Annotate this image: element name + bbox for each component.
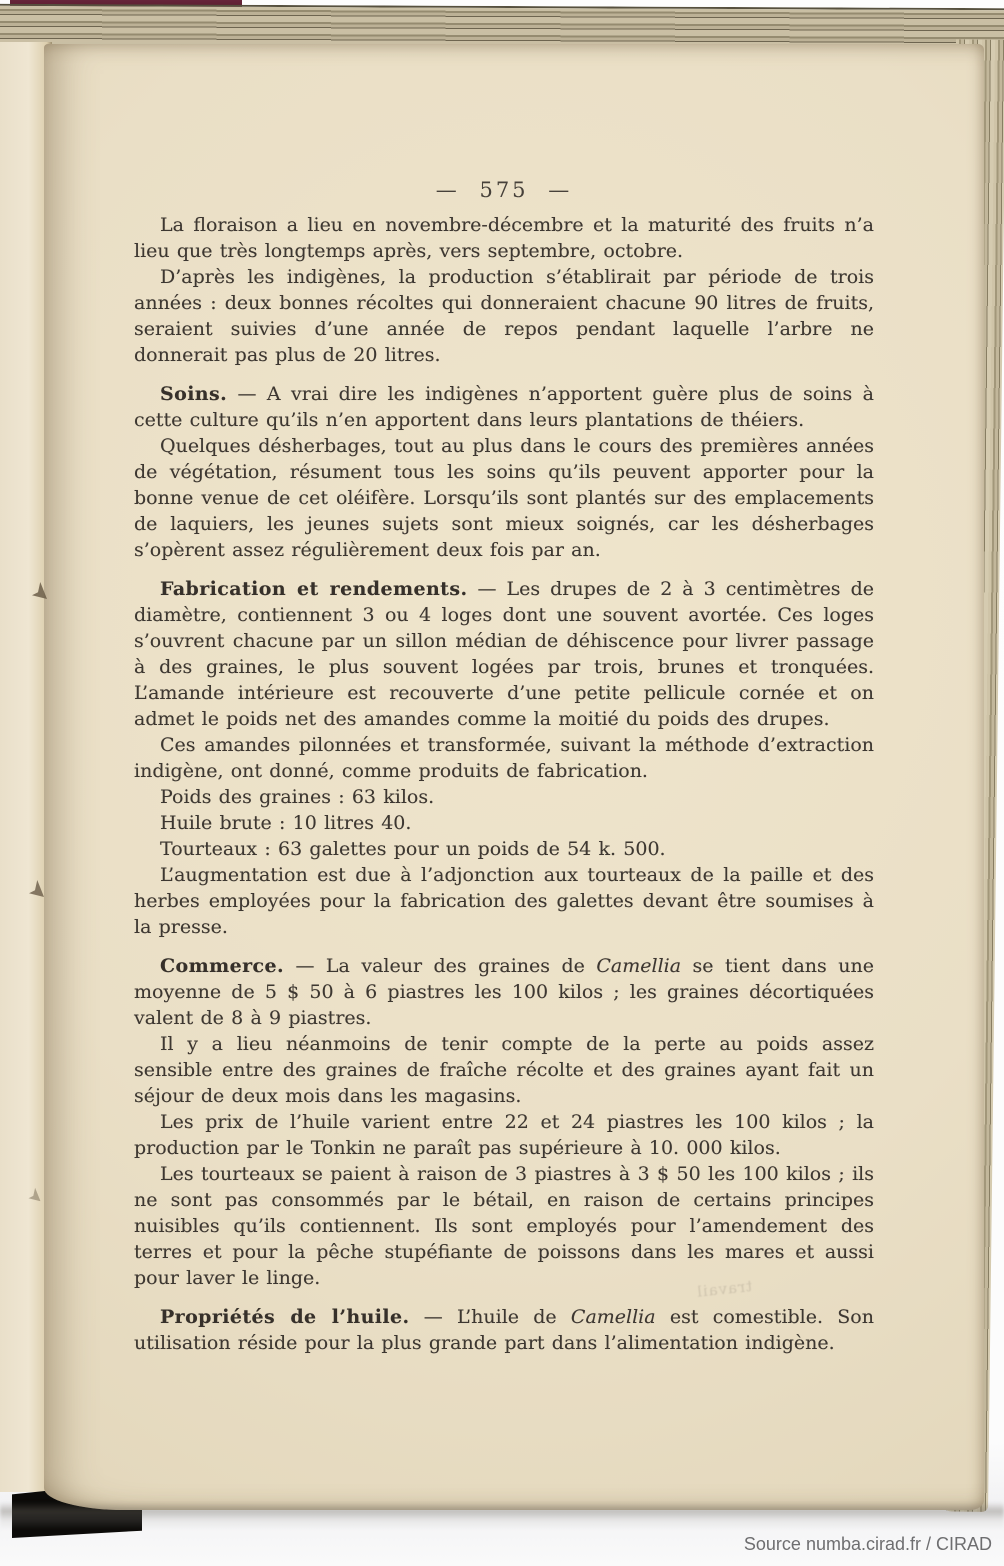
page-bottom-shadow xyxy=(0,1502,1004,1530)
text-segment: Les tourteaux se paient à raison de 3 piastres à 3 $ 50 les 100 kilos ; ils ne sont pas consommés par le bétail, en raison de certains principes nuisibles qu’ils contiennent. Ils sont employés pour l’amendement des terres et pour la pêche stupéfiante de poissons dans les mares et aussi pour laver le linge. xyxy=(134,1163,874,1289)
paragraph xyxy=(134,784,874,810)
section-heading: Commerce. xyxy=(160,955,284,977)
section-paragraph xyxy=(134,1304,874,1356)
text-segment: Tourteaux : 63 galettes pour un poids de 54 k. 500. xyxy=(160,838,666,860)
paragraph xyxy=(134,1161,874,1291)
section-heading: Propriétés de l’huile. xyxy=(160,1306,410,1328)
text-segment: La floraison a lieu en novembre-décembre et la maturité des fruits n’a lieu que très longtemps après, vers septembre, octobre. xyxy=(134,214,874,262)
page-number: — 575 — xyxy=(435,178,573,202)
text-segment: est comestible. Son utilisation réside pour la plus grande part dans l’alimentation indigène. xyxy=(134,1306,874,1354)
paragraph xyxy=(134,212,874,264)
book-page xyxy=(44,44,984,1510)
text-segment: — L’huile de xyxy=(409,1306,571,1328)
paragraph xyxy=(134,264,874,368)
text-segment: Ces amandes pilonnées et transformée, suivant la méthode d’extraction indigène, ont donné, comme produits de fabrication. xyxy=(134,734,874,782)
section-heading: Soins. xyxy=(160,383,228,405)
text-segment: Huile brute : 10 litres 40. xyxy=(160,812,412,834)
text-segment: Camellia xyxy=(596,955,682,977)
paragraph xyxy=(134,836,874,862)
text-segment: Il y a lieu néanmoins de tenir compte de la perte au poids assez sensible entre des graines de fraîche récolte et des graines ayant fait un séjour de deux mois dans les magasins. xyxy=(134,1033,874,1107)
section-heading: Fabrication et rendements. xyxy=(160,578,468,600)
text-segment: — La valeur des graines de xyxy=(283,955,597,977)
page-text xyxy=(134,212,874,1356)
section-paragraph xyxy=(134,576,874,732)
paragraph xyxy=(134,810,874,836)
text-segment: Les prix de l’huile varient entre 22 et 24 piastres les 100 kilos ; la production par le Tonkin ne paraît pas supérieure à 10. 000 kilos. xyxy=(134,1111,874,1159)
paragraph xyxy=(134,1031,874,1109)
source-attribution: Source numba.cirad.fr / CIRAD xyxy=(743,1534,992,1554)
text-segment: — Les drupes de 2 à 3 centimètres de diamètre, contiennent 3 ou 4 loges dont une souvent avortée. Ces loges s’ouvrent chacune par un sillon médian de déhiscence pour livrer passage à des graines, le plus souvent logées par trois, brunes et tronquées. L’amande intérieure est recouverte d’une petite pellicule cornée et on admet le poids net des amandes comme la moitié du poids des drupes. xyxy=(134,578,874,730)
paragraph xyxy=(134,732,874,784)
text-segment: D’après les indigènes, la production s’établirait par période de trois années : deux bonnes récoltes qui donneraient chacune 90 litres de fruits, seraient suivies d’une année de repos pendant laquelle l’arbre ne donnerait pas plus de 20 litres. xyxy=(134,266,874,366)
paragraph xyxy=(134,433,874,563)
text-segment: Quelques désherbages, tout au plus dans le cours des premières années de végétation, résument tous les soins qu’ils peuvent apporter pour la bonne venue de cet oléifère. Lorsqu’ils sont plantés sur des emplacements de laquiers, les jeunes sujets sont mieux soignés, car les désherbages s’opèrent assez régulièrement deux fois par an. xyxy=(134,435,874,561)
text-segment: — A vrai dire les indigènes n’apportent guère plus de soins à cette culture qu’ils n’en apportent dans leurs plantations de théiers. xyxy=(134,383,874,431)
section-paragraph xyxy=(134,381,874,433)
paragraph xyxy=(134,862,874,940)
text-segment: Poids des graines : 63 kilos. xyxy=(160,786,435,808)
text-segment: Camellia xyxy=(570,1306,656,1328)
section-paragraph xyxy=(134,953,874,1031)
text-segment: se tient dans une moyenne de 5 $ 50 à 6 piastres les 100 kilos ; les graines décortiquées valent de 8 à 9 piastres. xyxy=(134,955,874,1029)
show-through-text: travail xyxy=(695,1277,753,1301)
paragraph xyxy=(134,1109,874,1161)
text-segment: L’augmentation est due à l’adjonction aux tourteaux de la paille et des herbes employées pour la fabrication des galettes devant être soumises à la presse. xyxy=(134,864,874,938)
